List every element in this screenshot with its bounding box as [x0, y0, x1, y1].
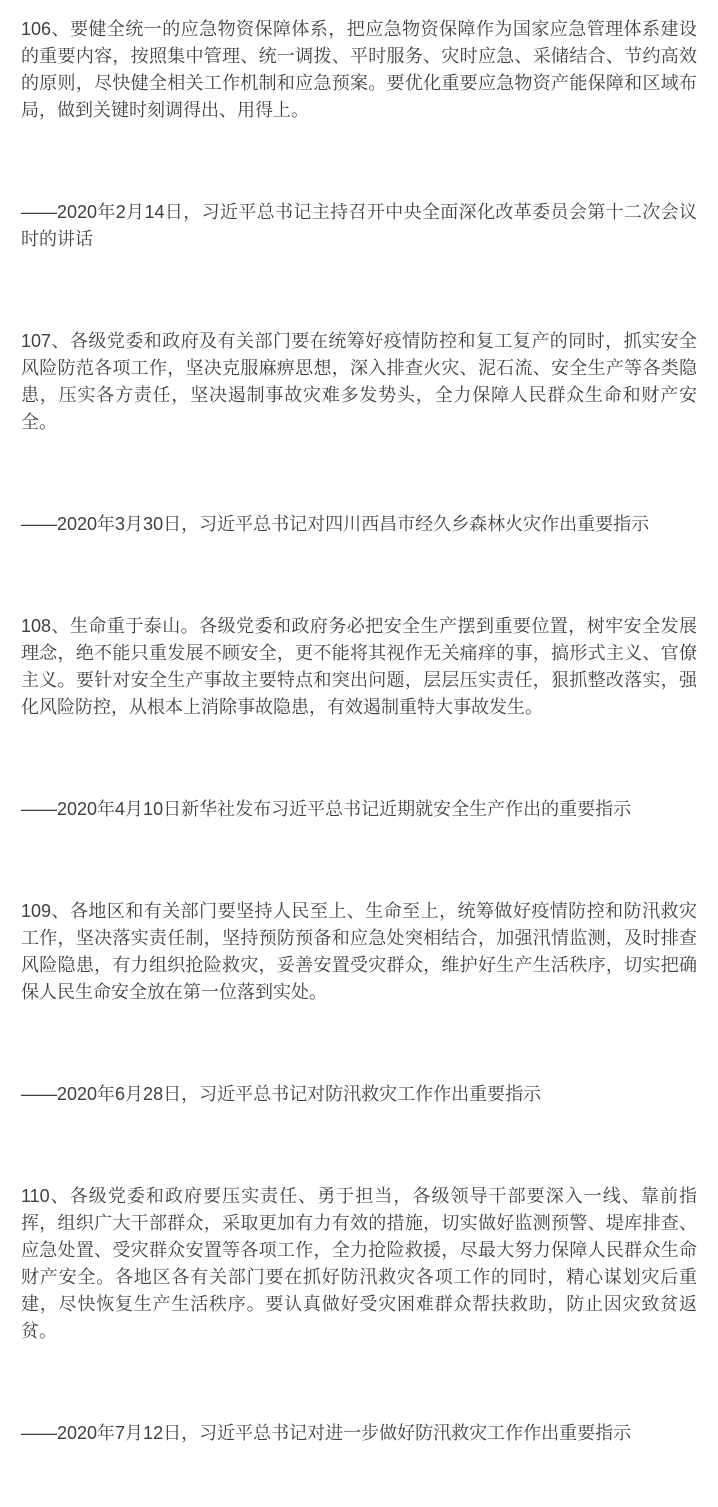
quote-attribution: ——2020年4月10日新华社发布习近平总书记近期就安全生产作出的重要指示 [21, 799, 632, 819]
quote-attribution: ——2020年2月14日，习近平总书记主持召开中央全面深化改革委员会第十二次会议时的讲话 [21, 202, 697, 249]
quote-paragraph: 110、各级党委和政府要压实责任、勇于担当，各级领导干部要深入一线、靠前指挥，组织广大干部群众，采取更加有力有效的措施，切实做好监测预警、堤库排查、应急处置、受灾群众安置等各项工作，全力抢险救援，尽最大努力保障人民群众生命财产安全。各地区各有关部门要在抓好防汛救灾各项工作的同时，精心谋划灾后重建，尽快恢复生产生活秩序。要认真做好受灾困难群众帮扶救助，防止因灾致贫返贫。 [21, 1186, 697, 1341]
quote-section-107 [21, 328, 697, 538]
quote-section-109 [21, 898, 697, 1108]
quote-attribution: ——2020年6月28日，习近平总书记对防汛救灾工作作出重要指示 [21, 1084, 542, 1104]
quote-paragraph: 106、要健全统一的应急物资保障体系，把应急物资保障作为国家应急管理体系建设的重要内容，按照集中管理、统一调拨、平时服务、灾时应急、采储结合、节约高效的原则，尽快健全相关工作机制和应急预案。要优化重要应急物资产能保障和区域布局，做到关键时刻调得出、用得上。 [21, 19, 697, 120]
quote-section-110 [21, 1183, 697, 1447]
quote-paragraph: 108、生命重于泰山。各级党委和政府务必把安全生产摆到重要位置，树牢安全发展理念，绝不能只重发展不顾安全，更不能将其视作无关痛痒的事，搞形式主义、官僚主义。要针对安全生产事故主要特点和突出问题，层层压实责任，狠抓整改落实，强化风险防控，从根本上消除事故隐患，有效遏制重特大事故发生。 [21, 616, 697, 717]
quote-attribution: ——2020年3月30日，习近平总书记对四川西昌市经久乡森林火灾作出重要指示 [21, 514, 650, 534]
quote-section-108 [21, 613, 697, 823]
quote-section-106 [21, 16, 697, 253]
quote-attribution: ——2020年7月12日，习近平总书记对进一步做好防汛救灾工作作出重要指示 [21, 1423, 632, 1443]
quote-paragraph: 107、各级党委和政府及有关部门要在统筹好疫情防控和复工复产的同时，抓实安全风险防范各项工作，坚决克服麻痹思想，深入排查火灾、泥石流、安全生产等各类隐患，压实各方责任，坚决遏制事故灾难多发势头，全力保障人民群众生命和财产安全。 [21, 331, 697, 432]
quote-paragraph: 109、各地区和有关部门要坚持人民至上、生命至上，统筹做好疫情防控和防汛救灾工作，坚决落实责任制，坚持预防预备和应急处突相结合，加强汛情监测，及时排查风险隐患，有力组织抢险救灾，妥善安置受灾群众，维护好生产生活秩序，切实把确保人民生命安全放在第一位落到实处。 [21, 901, 697, 1002]
